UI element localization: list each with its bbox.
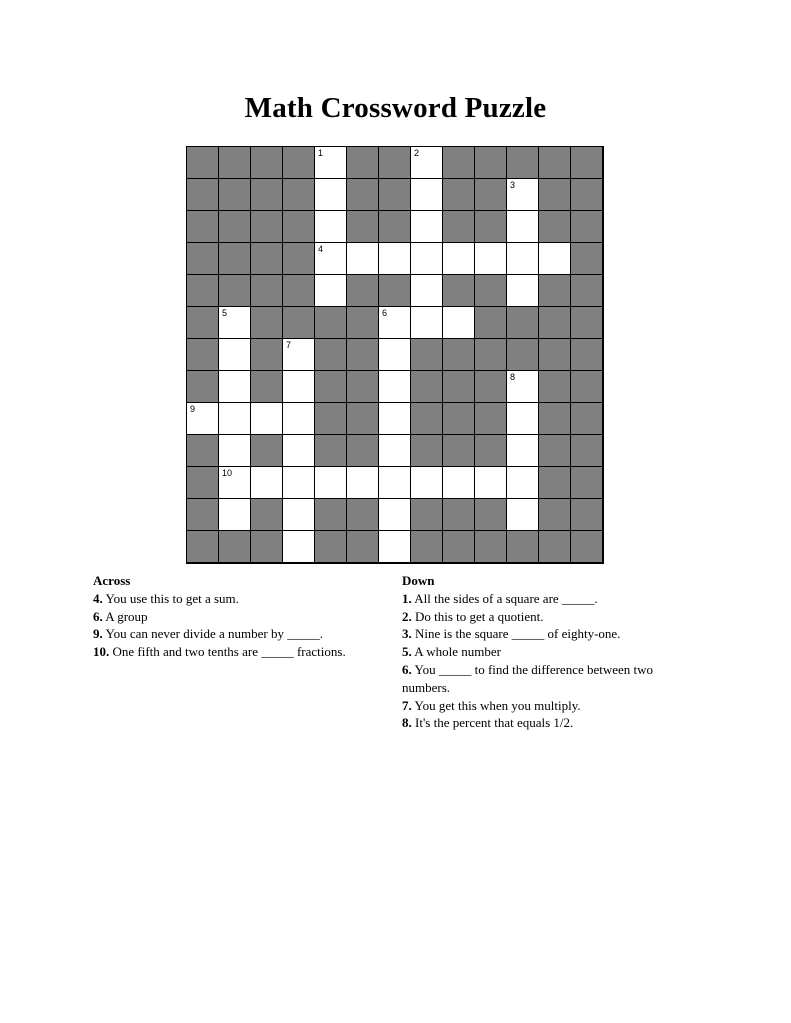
crossword-block [219, 179, 251, 211]
crossword-block [219, 211, 251, 243]
crossword-cell[interactable] [475, 243, 507, 275]
crossword-block [379, 179, 411, 211]
crossword-block [539, 339, 571, 371]
across-clue [93, 625, 383, 643]
clue-number: 8 [510, 372, 516, 382]
crossword-block [283, 147, 315, 179]
crossword-cell[interactable] [507, 243, 539, 275]
crossword-cell[interactable] [507, 499, 539, 531]
crossword-block [443, 275, 475, 307]
crossword-block [571, 275, 603, 307]
crossword-block [539, 435, 571, 467]
crossword-block [187, 243, 219, 275]
clue-text: All the sides of a square are _____. [411, 590, 598, 606]
crossword-block [539, 211, 571, 243]
crossword-block [379, 147, 411, 179]
clue-text: A whole number [411, 644, 501, 660]
crossword-block [475, 499, 507, 531]
clue-number: 7 [286, 340, 292, 350]
crossword-block [187, 211, 219, 243]
crossword-block [219, 147, 251, 179]
crossword-block [475, 307, 507, 339]
crossword-block [571, 339, 603, 371]
clue-text: It's the percent that equals 1/2. [411, 715, 574, 731]
crossword-block [187, 275, 219, 307]
crossword-cell[interactable] [379, 339, 411, 371]
crossword-block [539, 403, 571, 435]
crossword-block [251, 275, 283, 307]
crossword-block [251, 371, 283, 403]
crossword-cell[interactable] [379, 467, 411, 499]
crossword-cell[interactable] [315, 179, 347, 211]
crossword-cell[interactable] [283, 403, 315, 435]
crossword-block [443, 435, 475, 467]
down-clue [402, 643, 702, 661]
clue-number: 6 [382, 308, 388, 318]
crossword-cell[interactable] [475, 467, 507, 499]
clue-num: 6. [402, 661, 412, 677]
crossword-cell[interactable] [379, 243, 411, 275]
crossword-block [539, 307, 571, 339]
crossword-block [571, 467, 603, 499]
crossword-block [347, 435, 379, 467]
crossword-block [187, 307, 219, 339]
crossword-block [571, 211, 603, 243]
crossword-block [475, 179, 507, 211]
down-clue [402, 661, 702, 697]
crossword-block [507, 339, 539, 371]
down-heading: Down [402, 573, 435, 588]
crossword-block [347, 307, 379, 339]
crossword-cell[interactable] [347, 467, 379, 499]
crossword-block [315, 403, 347, 435]
crossword-block [251, 435, 283, 467]
crossword-block [251, 243, 283, 275]
crossword-block [187, 467, 219, 499]
crossword-block [507, 147, 539, 179]
crossword-cell[interactable] [315, 243, 347, 275]
crossword-cell[interactable] [219, 403, 251, 435]
crossword-block [251, 499, 283, 531]
crossword-cell[interactable] [315, 147, 347, 179]
clue-num: 8. [402, 715, 412, 731]
crossword-block [187, 531, 219, 563]
crossword-block [475, 211, 507, 243]
crossword-cell[interactable] [379, 371, 411, 403]
crossword-block [283, 211, 315, 243]
crossword-cell[interactable] [283, 499, 315, 531]
down-clue [402, 697, 702, 715]
crossword-cell[interactable] [283, 531, 315, 563]
crossword-block [571, 243, 603, 275]
crossword-cell[interactable] [411, 179, 443, 211]
crossword-block [411, 403, 443, 435]
clue-num: 4. [93, 590, 103, 606]
crossword-cell[interactable] [315, 275, 347, 307]
clue-num: 7. [402, 697, 412, 713]
crossword-grid [186, 146, 604, 564]
down-clue [402, 608, 702, 626]
down-clue-list [402, 590, 702, 732]
clue-text: One fifth and two tenths are _____ fractions. [109, 644, 346, 660]
crossword-cell[interactable] [411, 243, 443, 275]
crossword-block [219, 243, 251, 275]
crossword-block [347, 275, 379, 307]
crossword-block [283, 275, 315, 307]
down-clues [402, 572, 702, 732]
crossword-block [347, 499, 379, 531]
across-clue [93, 608, 383, 626]
crossword-block [507, 307, 539, 339]
crossword-block [443, 531, 475, 563]
crossword-cell[interactable] [507, 275, 539, 307]
page-title: Math Crossword Puzzle [244, 92, 547, 124]
crossword-cell[interactable] [283, 371, 315, 403]
crossword-cell[interactable] [379, 435, 411, 467]
crossword-block [411, 531, 443, 563]
crossword-block [475, 531, 507, 563]
crossword-block [347, 147, 379, 179]
crossword-block [379, 275, 411, 307]
crossword-block [571, 307, 603, 339]
crossword-block [283, 243, 315, 275]
crossword-block [315, 499, 347, 531]
down-clue [402, 625, 702, 643]
crossword-cell[interactable] [219, 371, 251, 403]
clue-text: Nine is the square _____ of eighty-one. [411, 626, 621, 642]
crossword-block [443, 499, 475, 531]
crossword-block [347, 211, 379, 243]
across-clue-list [93, 590, 383, 661]
across-clue [93, 590, 383, 608]
crossword-block [539, 179, 571, 211]
crossword-cell[interactable] [315, 211, 347, 243]
crossword-cell[interactable] [219, 499, 251, 531]
clue-text: You get this when you multiply. [411, 697, 581, 713]
clue-text: You _____ to find the difference between two numbers. [402, 661, 654, 695]
crossword-cell[interactable] [219, 467, 251, 499]
crossword-block [347, 371, 379, 403]
crossword-block [315, 339, 347, 371]
crossword-cell[interactable] [283, 467, 315, 499]
crossword-cell[interactable] [443, 243, 475, 275]
crossword-cell[interactable] [283, 339, 315, 371]
crossword-block [539, 275, 571, 307]
crossword-cell[interactable] [507, 435, 539, 467]
clue-text: You use this to get a sum. [102, 590, 239, 606]
down-clue [402, 714, 702, 732]
crossword-block [187, 179, 219, 211]
crossword-block [347, 179, 379, 211]
crossword-cell[interactable] [315, 467, 347, 499]
crossword-block [187, 371, 219, 403]
crossword-block [539, 371, 571, 403]
crossword-block [251, 307, 283, 339]
crossword-block [539, 531, 571, 563]
crossword-cell[interactable] [251, 403, 283, 435]
crossword-block [251, 179, 283, 211]
crossword-block [251, 339, 283, 371]
crossword-block [443, 403, 475, 435]
crossword-block [475, 371, 507, 403]
crossword-cell[interactable] [507, 179, 539, 211]
clue-number: 2 [414, 148, 420, 158]
crossword-cell[interactable] [411, 147, 443, 179]
crossword-block [539, 499, 571, 531]
crossword-block [443, 339, 475, 371]
down-clue [402, 590, 702, 608]
crossword-cell[interactable] [411, 211, 443, 243]
clue-num: 5. [402, 644, 412, 660]
crossword-block [379, 211, 411, 243]
crossword-block [571, 147, 603, 179]
across-heading: Across [93, 573, 131, 588]
crossword-block [411, 371, 443, 403]
clue-number: 9 [190, 404, 196, 414]
crossword-cell[interactable] [219, 339, 251, 371]
crossword-block [475, 403, 507, 435]
crossword-block [219, 275, 251, 307]
crossword-block [187, 147, 219, 179]
across-clues [93, 572, 383, 661]
crossword-block [571, 531, 603, 563]
crossword-cell[interactable] [539, 243, 571, 275]
crossword-cell[interactable] [187, 403, 219, 435]
crossword-block [539, 467, 571, 499]
crossword-block [315, 307, 347, 339]
crossword-cell[interactable] [507, 403, 539, 435]
clue-num: 2. [402, 608, 412, 624]
clue-text: You can never divide a number by _____. [102, 626, 323, 642]
crossword-cell[interactable] [507, 371, 539, 403]
crossword-block [251, 211, 283, 243]
across-clue [93, 643, 383, 661]
crossword-block [571, 499, 603, 531]
crossword-block [315, 371, 347, 403]
crossword-cell[interactable] [411, 275, 443, 307]
crossword-cell[interactable] [347, 243, 379, 275]
crossword-cell[interactable] [379, 531, 411, 563]
crossword-block [251, 531, 283, 563]
crossword-block [571, 371, 603, 403]
crossword-block [315, 435, 347, 467]
crossword-cell[interactable] [379, 307, 411, 339]
crossword-block [411, 435, 443, 467]
crossword-block [251, 147, 283, 179]
crossword-block [187, 499, 219, 531]
crossword-block [411, 339, 443, 371]
clue-num: 9. [93, 626, 103, 642]
crossword-cell[interactable] [283, 435, 315, 467]
crossword-cell[interactable] [411, 467, 443, 499]
crossword-block [347, 531, 379, 563]
crossword-cell[interactable] [379, 499, 411, 531]
crossword-block [475, 275, 507, 307]
crossword-block [571, 435, 603, 467]
clue-number: 5 [222, 308, 228, 318]
crossword-cell[interactable] [251, 467, 283, 499]
crossword-cell[interactable] [443, 307, 475, 339]
crossword-cell[interactable] [507, 467, 539, 499]
crossword-block [347, 339, 379, 371]
clue-number: 4 [318, 244, 324, 254]
crossword-cell[interactable] [379, 403, 411, 435]
crossword-block [443, 147, 475, 179]
crossword-block [571, 403, 603, 435]
clue-text: Do this to get a quotient. [411, 608, 544, 624]
clue-num: 10. [93, 644, 110, 660]
clue-number: 10 [222, 468, 233, 478]
crossword-block [475, 147, 507, 179]
crossword-cell[interactable] [507, 211, 539, 243]
crossword-block [347, 403, 379, 435]
crossword-block [475, 435, 507, 467]
crossword-cell[interactable] [411, 307, 443, 339]
clue-num: 3. [402, 626, 412, 642]
crossword-block [283, 307, 315, 339]
crossword-cell[interactable] [219, 435, 251, 467]
clue-number: 3 [510, 180, 516, 190]
crossword-block [187, 339, 219, 371]
crossword-block [411, 499, 443, 531]
crossword-cell[interactable] [219, 307, 251, 339]
crossword-block [443, 211, 475, 243]
crossword-block [315, 531, 347, 563]
clue-num: 6. [93, 608, 103, 624]
crossword-block [443, 179, 475, 211]
clue-text: A group [102, 608, 148, 624]
crossword-block [539, 147, 571, 179]
crossword-block [187, 435, 219, 467]
crossword-block [475, 339, 507, 371]
clue-number: 1 [318, 148, 324, 158]
crossword-block [571, 179, 603, 211]
clue-num: 1. [402, 590, 412, 606]
crossword-cell[interactable] [443, 467, 475, 499]
crossword-block [219, 531, 251, 563]
crossword-block [507, 531, 539, 563]
crossword-block [443, 371, 475, 403]
crossword-block [283, 179, 315, 211]
